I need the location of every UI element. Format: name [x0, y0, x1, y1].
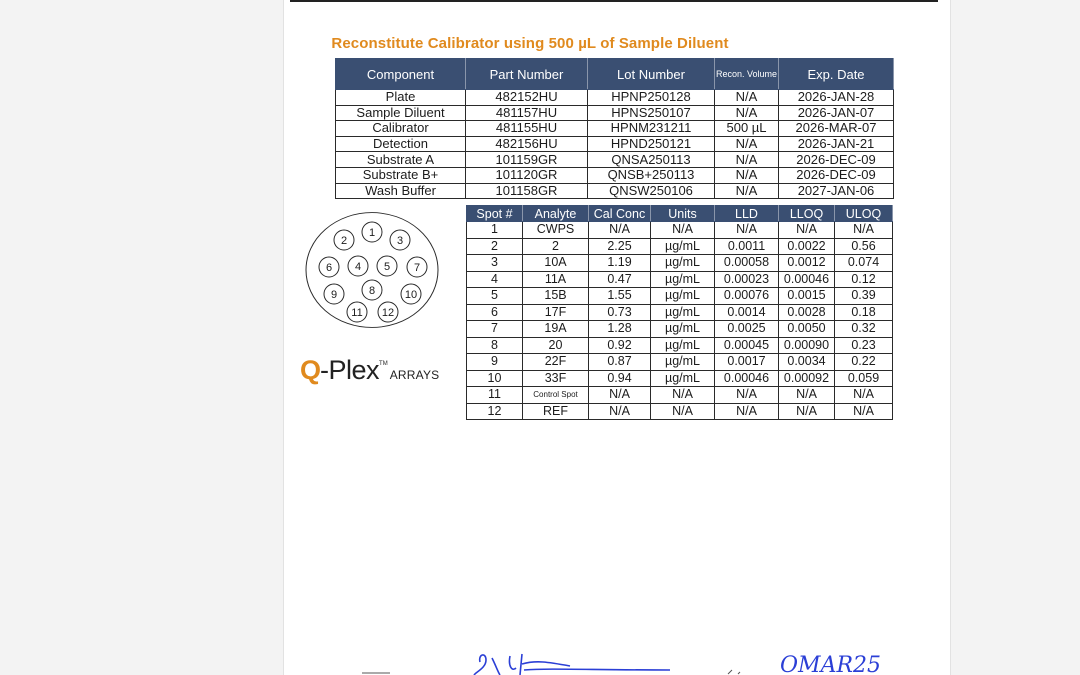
- component-table-header: [336, 59, 894, 90]
- table-cell: 0.00092: [779, 370, 835, 387]
- table-cell: 2: [523, 238, 589, 255]
- table-cell: 2027-JAN-06: [779, 183, 894, 199]
- table-cell: µg/mL: [651, 238, 715, 255]
- table-cell: 10A: [523, 255, 589, 272]
- header-cal-conc: Cal Conc: [589, 206, 651, 222]
- table-row: [336, 90, 894, 106]
- table-cell: 0.73: [589, 304, 651, 321]
- table-cell: 0.0034: [779, 354, 835, 371]
- table-cell: Wash Buffer: [336, 183, 466, 199]
- array-spot-diagram: [304, 212, 440, 328]
- table-cell: 9: [467, 354, 523, 371]
- table-row: [336, 167, 894, 183]
- table-row: [336, 152, 894, 168]
- table-cell: Plate: [336, 90, 466, 106]
- handwritten-signature: [340, 648, 900, 675]
- table-cell: 0.00076: [715, 288, 779, 305]
- table-cell: 0.94: [589, 370, 651, 387]
- table-cell: 15B: [523, 288, 589, 305]
- spot-number-label: 9: [330, 289, 338, 301]
- spot-number-label: 3: [396, 235, 404, 247]
- table-cell: 1.19: [589, 255, 651, 272]
- table-row: [467, 370, 893, 387]
- table-row: [467, 271, 893, 288]
- header-units: Units: [651, 206, 715, 222]
- table-cell: 0.47: [589, 271, 651, 288]
- table-cell: µg/mL: [651, 354, 715, 371]
- logo-plex: -Plex: [320, 355, 380, 385]
- table-cell: N/A: [715, 403, 779, 420]
- table-cell: 0.39: [835, 288, 893, 305]
- table-cell: 12: [467, 403, 523, 420]
- table-cell: 481155HU: [466, 121, 588, 137]
- table-cell: 1.28: [589, 321, 651, 338]
- table-cell: 2.25: [589, 238, 651, 255]
- table-cell: QNSB+250113: [588, 167, 715, 183]
- table-cell: N/A: [589, 403, 651, 420]
- table-cell: 0.0014: [715, 304, 779, 321]
- component-table-body: [336, 90, 894, 199]
- table-cell: 0.00045: [715, 337, 779, 354]
- table-cell: 2026-DEC-09: [779, 152, 894, 168]
- table-cell: µg/mL: [651, 370, 715, 387]
- table-row: [336, 105, 894, 121]
- table-cell: µg/mL: [651, 304, 715, 321]
- table-cell: 11A: [523, 271, 589, 288]
- table-cell: 3: [467, 255, 523, 272]
- table-cell: Sample Diluent: [336, 105, 466, 121]
- table-cell: 1.55: [589, 288, 651, 305]
- table-cell: Detection: [336, 136, 466, 152]
- table-row: [336, 136, 894, 152]
- table-cell: QNSW250106: [588, 183, 715, 199]
- spot-table-body: [467, 222, 893, 420]
- table-row: [467, 288, 893, 305]
- header-lot-number: Lot Number: [588, 59, 715, 90]
- table-cell: 11: [467, 387, 523, 404]
- table-cell: µg/mL: [651, 321, 715, 338]
- table-cell: 0.0028: [779, 304, 835, 321]
- table-row: [467, 403, 893, 420]
- table-row: [467, 304, 893, 321]
- date-label-stub: [728, 670, 740, 674]
- table-cell: 5: [467, 288, 523, 305]
- header-spot: Spot #: [467, 206, 523, 222]
- table-cell: CWPS: [523, 222, 589, 239]
- table-cell: HPND250121: [588, 136, 715, 152]
- table-cell: µg/mL: [651, 337, 715, 354]
- table-cell: 0.22: [835, 354, 893, 371]
- table-cell: 0.12: [835, 271, 893, 288]
- logo-q: Q: [300, 355, 321, 385]
- header-lld: LLD: [715, 206, 779, 222]
- table-row: [467, 255, 893, 272]
- table-cell: 33F: [523, 370, 589, 387]
- table-row: [467, 387, 893, 404]
- component-table: [335, 58, 894, 199]
- table-row: [336, 121, 894, 137]
- header-exp-date: Exp. Date: [779, 59, 894, 90]
- table-cell: 0.56: [835, 238, 893, 255]
- table-cell: 0.0017: [715, 354, 779, 371]
- spot-number-label: 10: [404, 289, 418, 301]
- spot-number-label: 6: [325, 262, 333, 274]
- spot-number-label: 7: [413, 262, 421, 274]
- logo-tm: TM: [379, 361, 388, 367]
- table-cell: Substrate B+: [336, 167, 466, 183]
- table-cell: 0.0015: [779, 288, 835, 305]
- table-cell: 0.00058: [715, 255, 779, 272]
- table-row: [336, 183, 894, 199]
- table-cell: N/A: [835, 403, 893, 420]
- table-cell: QNSA250113: [588, 152, 715, 168]
- table-cell: 0.0025: [715, 321, 779, 338]
- table-cell: 0.32: [835, 321, 893, 338]
- table-cell: N/A: [589, 387, 651, 404]
- table-cell: N/A: [651, 222, 715, 239]
- q-plex-logo: [300, 355, 439, 385]
- table-cell: Calibrator: [336, 121, 466, 137]
- table-cell: 0.0050: [779, 321, 835, 338]
- header-component: Component: [336, 59, 466, 90]
- table-cell: N/A: [715, 183, 779, 199]
- table-cell: 0.87: [589, 354, 651, 371]
- header-recon-volume: Recon. Volume: [715, 59, 779, 90]
- table-cell: 0.059: [835, 370, 893, 387]
- table-cell: N/A: [779, 387, 835, 404]
- top-rule: [290, 0, 938, 2]
- table-cell: 0.18: [835, 304, 893, 321]
- header-part-number: Part Number: [466, 59, 588, 90]
- table-cell: 0.0012: [779, 255, 835, 272]
- table-cell: HPNS250107: [588, 105, 715, 121]
- table-row: [467, 354, 893, 371]
- table-cell: N/A: [715, 222, 779, 239]
- table-cell: 2026-DEC-09: [779, 167, 894, 183]
- table-cell: 2026-MAR-07: [779, 121, 894, 137]
- table-cell: N/A: [715, 167, 779, 183]
- table-cell: 482156HU: [466, 136, 588, 152]
- table-cell: 0.0022: [779, 238, 835, 255]
- table-cell: 482152HU: [466, 90, 588, 106]
- table-cell: 22F: [523, 354, 589, 371]
- table-cell: N/A: [835, 222, 893, 239]
- table-cell: N/A: [715, 90, 779, 106]
- table-cell: 0.00090: [779, 337, 835, 354]
- table-cell: N/A: [715, 152, 779, 168]
- header-uloq: ULOQ: [835, 206, 893, 222]
- spot-number-label: 5: [383, 261, 391, 273]
- table-cell: 101159GR: [466, 152, 588, 168]
- table-cell: 0.0011: [715, 238, 779, 255]
- table-cell: 0.92: [589, 337, 651, 354]
- table-cell: HPNM231211: [588, 121, 715, 137]
- table-cell: 0.23: [835, 337, 893, 354]
- table-cell: µg/mL: [651, 288, 715, 305]
- table-cell: 10: [467, 370, 523, 387]
- table-row: [467, 321, 893, 338]
- table-cell: 101120GR: [466, 167, 588, 183]
- table-cell: N/A: [651, 403, 715, 420]
- table-cell: 0.00046: [715, 370, 779, 387]
- spot-number-label: 4: [354, 261, 362, 273]
- table-cell: 7: [467, 321, 523, 338]
- table-cell: N/A: [715, 105, 779, 121]
- table-cell: 19A: [523, 321, 589, 338]
- spot-table-header: [467, 206, 893, 222]
- spot-number-label: 1: [368, 227, 376, 239]
- table-cell: 20: [523, 337, 589, 354]
- table-row: [467, 337, 893, 354]
- table-cell: N/A: [651, 387, 715, 404]
- spot-number-label: 8: [368, 285, 376, 297]
- table-cell: µg/mL: [651, 255, 715, 272]
- table-cell: 2: [467, 238, 523, 255]
- table-cell: 4: [467, 271, 523, 288]
- table-cell: 2026-JAN-07: [779, 105, 894, 121]
- table-row: [467, 222, 893, 239]
- table-cell: 500 µL: [715, 121, 779, 137]
- signature-date: OMAR25: [780, 653, 882, 675]
- table-cell: 481157HU: [466, 105, 588, 121]
- table-cell: 8: [467, 337, 523, 354]
- table-cell: 0.00046: [779, 271, 835, 288]
- spot-number-label: 2: [340, 235, 348, 247]
- table-cell: N/A: [835, 387, 893, 404]
- header-analyte: Analyte: [523, 206, 589, 222]
- table-cell: 2026-JAN-21: [779, 136, 894, 152]
- logo-arrays: ARRAYS: [389, 368, 440, 382]
- table-cell: N/A: [589, 222, 651, 239]
- table-cell: N/A: [779, 403, 835, 420]
- document-title: Reconstitute Calibrator using 500 µL of Sample Diluent: [331, 35, 729, 52]
- table-cell: 17F: [523, 304, 589, 321]
- table-cell: 0.074: [835, 255, 893, 272]
- table-cell: 6: [467, 304, 523, 321]
- table-cell: 0.00023: [715, 271, 779, 288]
- table-row: [467, 238, 893, 255]
- header-lloq: LLOQ: [779, 206, 835, 222]
- table-cell: 2026-JAN-28: [779, 90, 894, 106]
- table-cell: N/A: [715, 387, 779, 404]
- table-cell: Control Spot: [523, 387, 589, 404]
- table-cell: HPNP250128: [588, 90, 715, 106]
- spot-table: [466, 205, 893, 420]
- table-cell: N/A: [779, 222, 835, 239]
- table-cell: µg/mL: [651, 271, 715, 288]
- table-cell: REF: [523, 403, 589, 420]
- spot-number-label: 12: [381, 307, 395, 319]
- spot-number-label: 11: [351, 307, 363, 319]
- table-cell: 101158GR: [466, 183, 588, 199]
- table-cell: 1: [467, 222, 523, 239]
- table-cell: Substrate A: [336, 152, 466, 168]
- table-cell: N/A: [715, 136, 779, 152]
- signature-scribble: [474, 654, 670, 675]
